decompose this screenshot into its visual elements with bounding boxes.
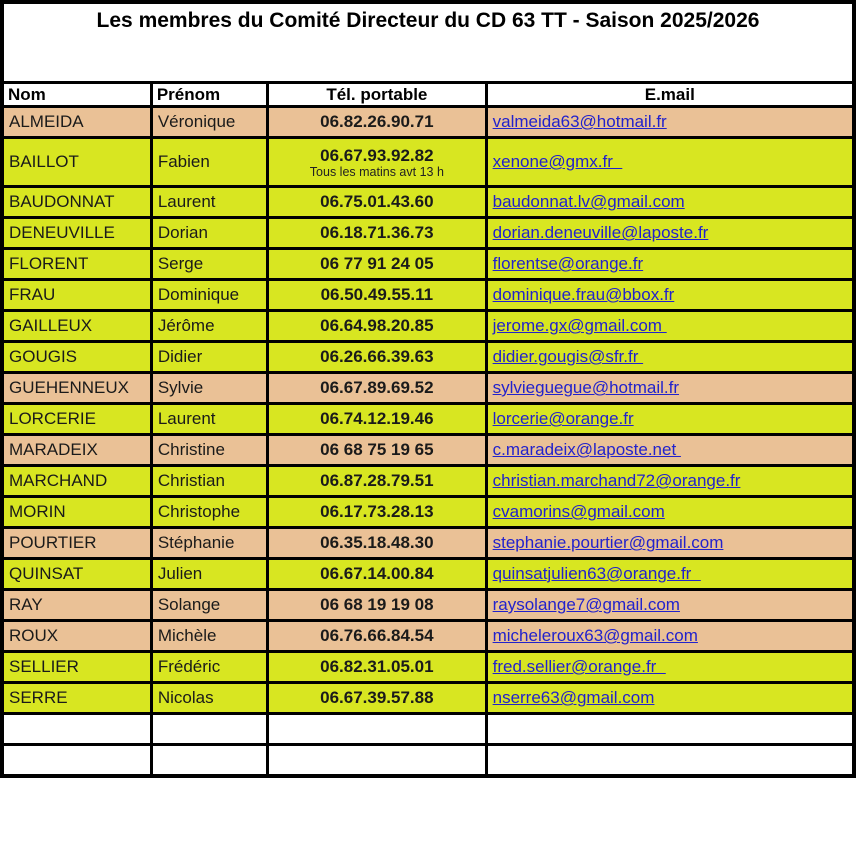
prenom-cell: Solange [151, 590, 267, 621]
nom-cell: QUINSAT [2, 559, 151, 590]
tel-cell [268, 559, 487, 590]
tel-cell [268, 107, 487, 138]
tel-number: 06.82.31.05.01 [320, 657, 434, 676]
tel-cell [268, 311, 487, 342]
nom-cell: POURTIER [2, 528, 151, 559]
tel-cell [268, 652, 487, 683]
email-link[interactable]: sylvieguegue@hotmail.fr [492, 378, 680, 397]
nom-cell: GOUGIS [2, 342, 151, 373]
tel-number: 06.18.71.36.73 [320, 223, 434, 242]
email-cell [486, 528, 854, 559]
email-cell [486, 497, 854, 528]
column-header-prenom: Prénom [151, 83, 267, 107]
nom-cell: SELLIER [2, 652, 151, 683]
tel-number: 06.67.89.69.52 [320, 378, 434, 397]
table-row [2, 404, 854, 435]
table-row [2, 249, 854, 280]
email-cell [486, 590, 854, 621]
tel-number: 06.67.14.00.84 [320, 564, 434, 583]
tel-number: 06.67.93.92.82 [320, 145, 434, 165]
nom-cell: DENEUVILLE [2, 218, 151, 249]
tel-number: 06.35.18.48.30 [320, 533, 434, 552]
table-row [2, 435, 854, 466]
tel-number: 06.50.49.55.11 [320, 285, 434, 304]
email-link[interactable]: raysolange7@gmail.com [492, 595, 680, 614]
prenom-cell: Jérôme [151, 311, 267, 342]
table-row [2, 652, 854, 683]
page-title: Les membres du Comité Directeur du CD 63 TT - Saison 2025/2026 [2, 2, 854, 83]
email-cell [486, 652, 854, 683]
nom-cell: MARCHAND [2, 466, 151, 497]
tel-cell [268, 435, 487, 466]
empty-cell [268, 745, 487, 777]
nom-cell: MORIN [2, 497, 151, 528]
nom-cell: ROUX [2, 621, 151, 652]
prenom-cell: Fabien [151, 138, 267, 187]
tel-cell [268, 528, 487, 559]
table-row [2, 311, 854, 342]
email-link[interactable]: micheleroux63@gmail.com [492, 626, 698, 645]
table-row [2, 187, 854, 218]
tel-cell [268, 218, 487, 249]
nom-cell: FRAU [2, 280, 151, 311]
tel-number: 06.87.28.79.51 [320, 471, 434, 490]
table-row [2, 590, 854, 621]
nom-cell: BAILLOT [2, 138, 151, 187]
empty-cell [268, 714, 487, 745]
tel-number: 06.74.12.19.46 [320, 409, 434, 428]
prenom-cell: Véronique [151, 107, 267, 138]
tel-number: 06.75.01.43.60 [320, 192, 434, 211]
nom-cell: LORCERIE [2, 404, 151, 435]
email-cell [486, 435, 854, 466]
tel-cell [268, 621, 487, 652]
email-link[interactable]: fred.sellier@orange.fr [492, 657, 666, 676]
prenom-cell: Dominique [151, 280, 267, 311]
nom-cell: GAILLEUX [2, 311, 151, 342]
prenom-cell: Christian [151, 466, 267, 497]
empty-cell [486, 745, 854, 777]
email-link[interactable]: nserre63@gmail.com [492, 688, 655, 707]
empty-cell [486, 714, 854, 745]
empty-cell [2, 714, 151, 745]
email-cell [486, 280, 854, 311]
tel-cell [268, 683, 487, 714]
prenom-cell: Dorian [151, 218, 267, 249]
nom-cell: MARADEIX [2, 435, 151, 466]
tel-note: Tous les matins avt 13 h [309, 164, 444, 179]
prenom-cell: Christophe [151, 497, 267, 528]
tel-number: 06.17.73.28.13 [320, 502, 434, 521]
tel-cell [268, 187, 487, 218]
email-link[interactable]: dorian.deneuville@laposte.fr [492, 223, 709, 242]
table-row [2, 497, 854, 528]
column-header-tel: Tél. portable [268, 83, 487, 107]
tel-number: 06.26.66.39.63 [320, 347, 434, 366]
nom-cell: ALMEIDA [2, 107, 151, 138]
email-cell [486, 218, 854, 249]
email-link[interactable]: lorcerie@orange.fr [492, 409, 634, 428]
prenom-cell: Didier [151, 342, 267, 373]
email-cell [486, 187, 854, 218]
column-header-email: E.mail [486, 83, 854, 107]
prenom-cell: Julien [151, 559, 267, 590]
email-link[interactable]: cvamorins@gmail.com [492, 502, 665, 521]
table-row [2, 138, 854, 187]
table-row [2, 280, 854, 311]
nom-cell: GUEHENNEUX [2, 373, 151, 404]
email-link[interactable]: stephanie.pourtier@gmail.com [492, 533, 724, 552]
email-cell [486, 107, 854, 138]
prenom-cell: Christine [151, 435, 267, 466]
email-link[interactable]: florentse@orange.fr [492, 254, 644, 273]
email-link[interactable]: quinsatjulien63@orange.fr [492, 564, 701, 583]
table-row [2, 528, 854, 559]
prenom-cell: Serge [151, 249, 267, 280]
tel-cell [268, 590, 487, 621]
prenom-cell: Frédéric [151, 652, 267, 683]
tel-number: 06.67.39.57.88 [320, 688, 434, 707]
tel-cell [268, 249, 487, 280]
prenom-cell: Nicolas [151, 683, 267, 714]
tel-cell [268, 138, 487, 187]
nom-cell: FLORENT [2, 249, 151, 280]
table-row [2, 466, 854, 497]
prenom-cell: Michèle [151, 621, 267, 652]
nom-cell: BAUDONNAT [2, 187, 151, 218]
tel-number: 06.76.66.84.54 [320, 626, 434, 645]
empty-cell [151, 745, 267, 777]
title-row [2, 2, 854, 83]
tel-cell [268, 497, 487, 528]
email-cell [486, 559, 854, 590]
tel-number: 06.82.26.90.71 [320, 112, 434, 131]
email-cell [486, 466, 854, 497]
table-row [2, 107, 854, 138]
table-row [2, 621, 854, 652]
empty-cell [151, 714, 267, 745]
email-link[interactable]: didier.gougis@sfr.fr [492, 347, 644, 366]
empty-row [2, 714, 854, 745]
email-cell [486, 342, 854, 373]
tel-cell [268, 466, 487, 497]
email-link[interactable]: baudonnat.lv@gmail.com [492, 192, 685, 211]
tel-number: 06 77 91 24 05 [320, 254, 434, 273]
tel-cell [268, 342, 487, 373]
column-header-nom: Nom [2, 83, 151, 107]
empty-row [2, 745, 854, 777]
email-cell [486, 621, 854, 652]
prenom-cell: Laurent [151, 404, 267, 435]
nom-cell: RAY [2, 590, 151, 621]
table-row [2, 218, 854, 249]
prenom-cell: Laurent [151, 187, 267, 218]
prenom-cell: Sylvie [151, 373, 267, 404]
tel-number: 06 68 19 19 08 [320, 595, 434, 614]
header-row [2, 83, 854, 107]
email-cell [486, 373, 854, 404]
email-link[interactable]: christian.marchand72@orange.fr [492, 471, 741, 490]
email-cell [486, 683, 854, 714]
prenom-cell: Stéphanie [151, 528, 267, 559]
email-cell [486, 404, 854, 435]
table-row [2, 683, 854, 714]
table-row [2, 373, 854, 404]
table-row [2, 342, 854, 373]
email-link[interactable]: valmeida63@hotmail.fr [492, 112, 667, 131]
email-link[interactable]: dominique.frau@bbox.fr [492, 285, 675, 304]
tel-number: 06.64.98.20.85 [320, 316, 434, 335]
nom-cell: SERRE [2, 683, 151, 714]
email-cell [486, 138, 854, 187]
tel-number: 06 68 75 19 65 [320, 440, 434, 459]
tel-cell [268, 373, 487, 404]
email-link[interactable]: jerome.gx@gmail.com [492, 316, 667, 335]
empty-cell [2, 745, 151, 777]
email-link[interactable]: xenone@gmx.fr [492, 152, 623, 171]
tel-cell [268, 404, 487, 435]
email-link[interactable]: c.maradeix@laposte.net [492, 440, 681, 459]
table-row [2, 559, 854, 590]
email-cell [486, 311, 854, 342]
email-cell [486, 249, 854, 280]
tel-cell [268, 280, 487, 311]
table-body [2, 2, 854, 776]
